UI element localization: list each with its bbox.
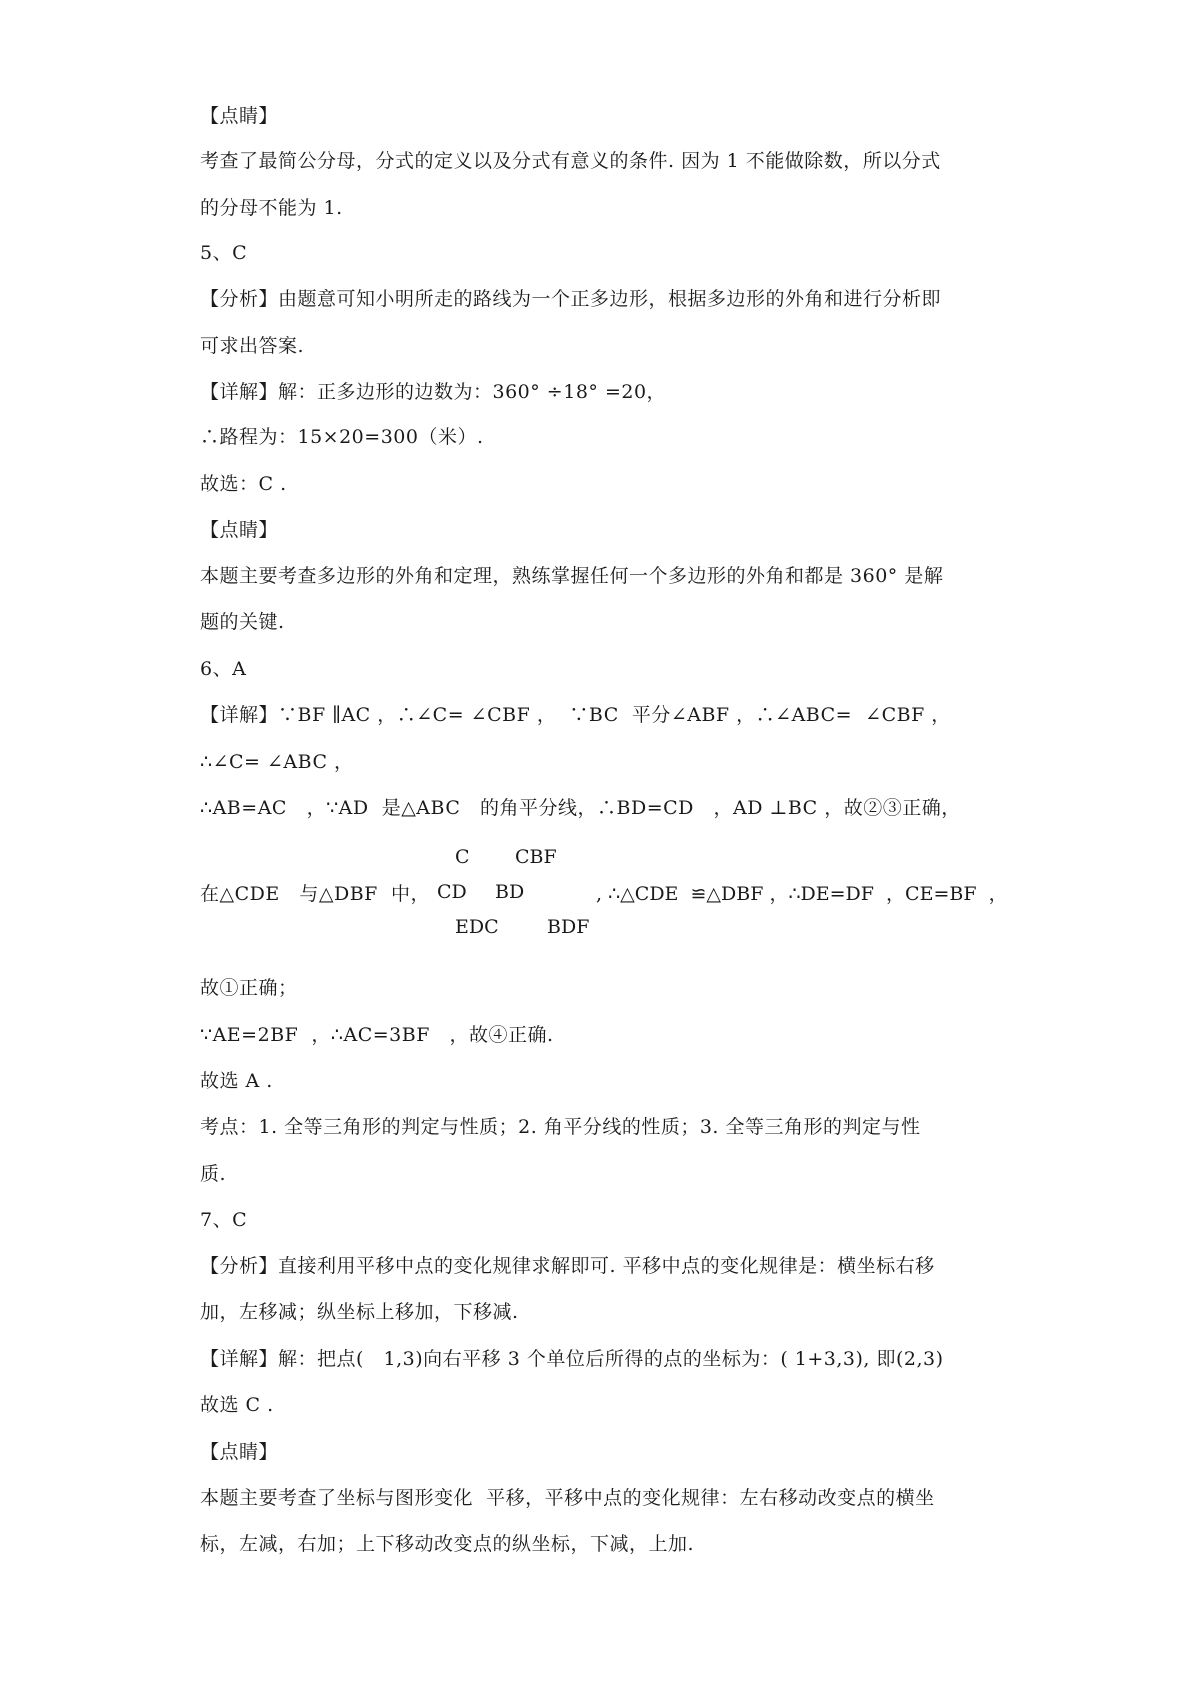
paragraph-line: 本题主要考查多边形的外角和定理，熟练掌握任何一个多边形的外角和都是 360° 是解 (200, 565, 944, 587)
equation-cell: BD (495, 881, 525, 903)
equation-cell: CBF (515, 846, 557, 868)
paragraph-line: 【分析】直接利用平移中点的变化规律求解即可. 平移中点的变化规律是：横坐标右移 (200, 1255, 935, 1277)
paragraph-line: ∴路程为：15×20=300（米）. (200, 426, 484, 448)
equation-cell: C (455, 846, 470, 868)
paragraph-line: 题的关键. (200, 611, 285, 633)
paragraph-line: ∵AE=2BF ，∴AC=3BF ，故④正确. (200, 1024, 554, 1046)
paragraph-line: 本题主要考查了坐标与图形变化 平移，平移中点的变化规律：左右移动改变点的横坐 (200, 1487, 935, 1509)
paragraph-line: 【详解】解：正多边形的边数为：360° ÷18° =20， (200, 381, 667, 403)
paragraph-line: 标，左减，右加；上下移动改变点的纵坐标，下减，上加. (200, 1533, 695, 1555)
paragraph-line: 【分析】由题意可知小明所走的路线为一个正多边形，根据多边形的外角和进行分析即 (200, 288, 942, 310)
question-answer-6: 6、A (200, 658, 247, 680)
section-heading-dianjing: 【点睛】 (200, 105, 279, 127)
equation-cell: BDF (547, 916, 590, 938)
paragraph-line: ∴∠C= ∠ABC ， (200, 751, 354, 773)
section-heading-dianjing: 【点睛】 (200, 1441, 279, 1463)
paragraph-line: 故选 C . (200, 1394, 274, 1416)
paragraph-line: 考查了最简公分母，分式的定义以及分式有意义的条件. 因为 1 不能做除数，所以分式 (200, 150, 941, 172)
equation-cell: CD (437, 881, 467, 903)
paragraph-line: 可求出答案. (200, 335, 305, 357)
section-heading-dianjing: 【点睛】 (200, 519, 279, 541)
paragraph-line: ∴AB=AC ，∵AD 是△ABC 的角平分线，∴BD=CD ，AD ⊥BC ，故②③正确， (200, 797, 961, 819)
paragraph-line: 考点：1. 全等三角形的判定与性质；2. 角平分线的性质；3. 全等三角形的判定与性 (200, 1116, 921, 1138)
paragraph-line: 质. (200, 1163, 227, 1185)
paragraph-line: 的分母不能为 1. (200, 197, 343, 219)
paragraph-line: 在△CDE 与△DBF 中， (200, 883, 430, 905)
equation-cell: EDC (455, 916, 499, 938)
paragraph-line: 故选：C . (200, 473, 287, 495)
paragraph-line: 加，左移减；纵坐标上移加，下移减. (200, 1301, 519, 1323)
question-answer-7: 7、C (200, 1209, 248, 1231)
paragraph-line: 故选 A . (200, 1070, 273, 1092)
paragraph-line: 【详解】解：把点( 1,3)向右平移 3 个单位后所得的点的坐标为：( 1+3,3), 即(2,3) (200, 1348, 944, 1370)
paragraph-line: 【详解】∵BF ∥AC ，∴∠C= ∠CBF ， ∵BC 平分∠ABF ，∴∠ABC= ∠CBF ， (200, 704, 951, 726)
question-answer-5: 5、C (200, 242, 248, 264)
paragraph-line: , ∴△CDE ≌△DBF ，∴DE=DF ，CE=BF ， (596, 883, 1008, 905)
paragraph-line: 故①正确； (200, 977, 298, 999)
